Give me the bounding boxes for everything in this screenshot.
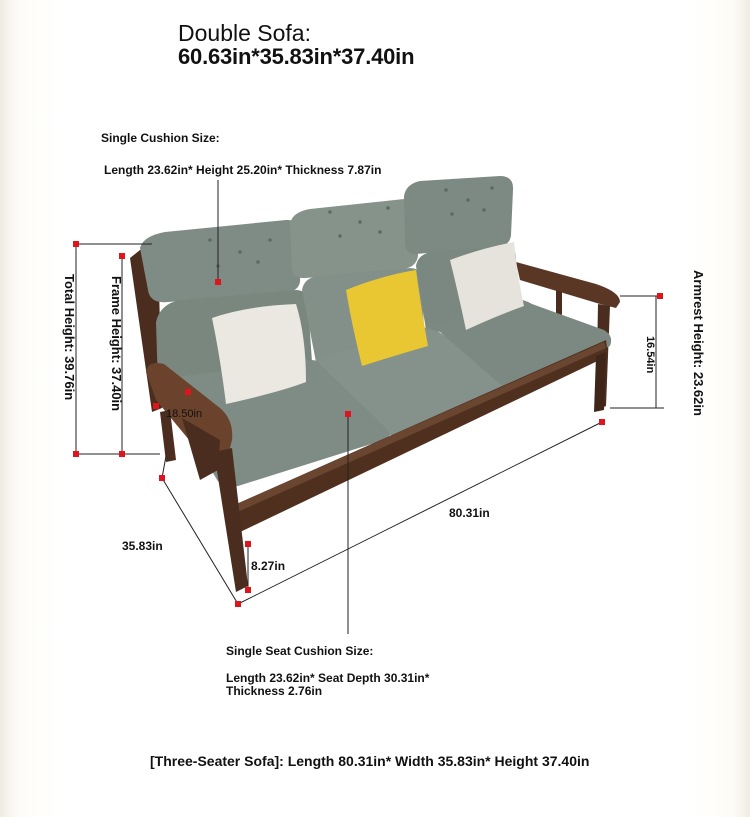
- width-label: 35.83in: [122, 539, 163, 553]
- seat-height-label: 18.50in: [166, 408, 203, 420]
- length-label: 80.31in: [449, 506, 490, 520]
- cushion-size-dims: Length 23.62in* Height 25.20in* Thickness 7.87in: [104, 163, 382, 177]
- seat-cushion-heading: Single Seat Cushion Size:: [226, 644, 374, 658]
- sofa-image: [130, 176, 620, 592]
- armrest-height-label: Armrest Height: 23.62in: [691, 270, 706, 416]
- total-height-label: Total Height: 39.76in: [62, 274, 77, 401]
- title-line-1: Double Sofa:: [178, 20, 311, 46]
- seat-cushion-dims-1: Length 23.62in* Seat Depth 30.31in*: [226, 671, 430, 685]
- title-line-2: 60.63in*35.83in*37.40in: [178, 44, 415, 69]
- cushion-size-heading: Single Cushion Size:: [101, 131, 220, 145]
- arm-gap-label: 16.54in: [644, 336, 656, 374]
- seat-cushion-dims-2: Thickness 2.76in: [226, 684, 323, 698]
- sofa-summary: [Three-Seater Sofa]: Length 80.31in* Width 35.83in* Height 37.40in: [150, 753, 590, 769]
- frame-height-label: Frame Height: 37.40in: [109, 276, 124, 412]
- leg-height-label: 8.27in: [251, 559, 286, 573]
